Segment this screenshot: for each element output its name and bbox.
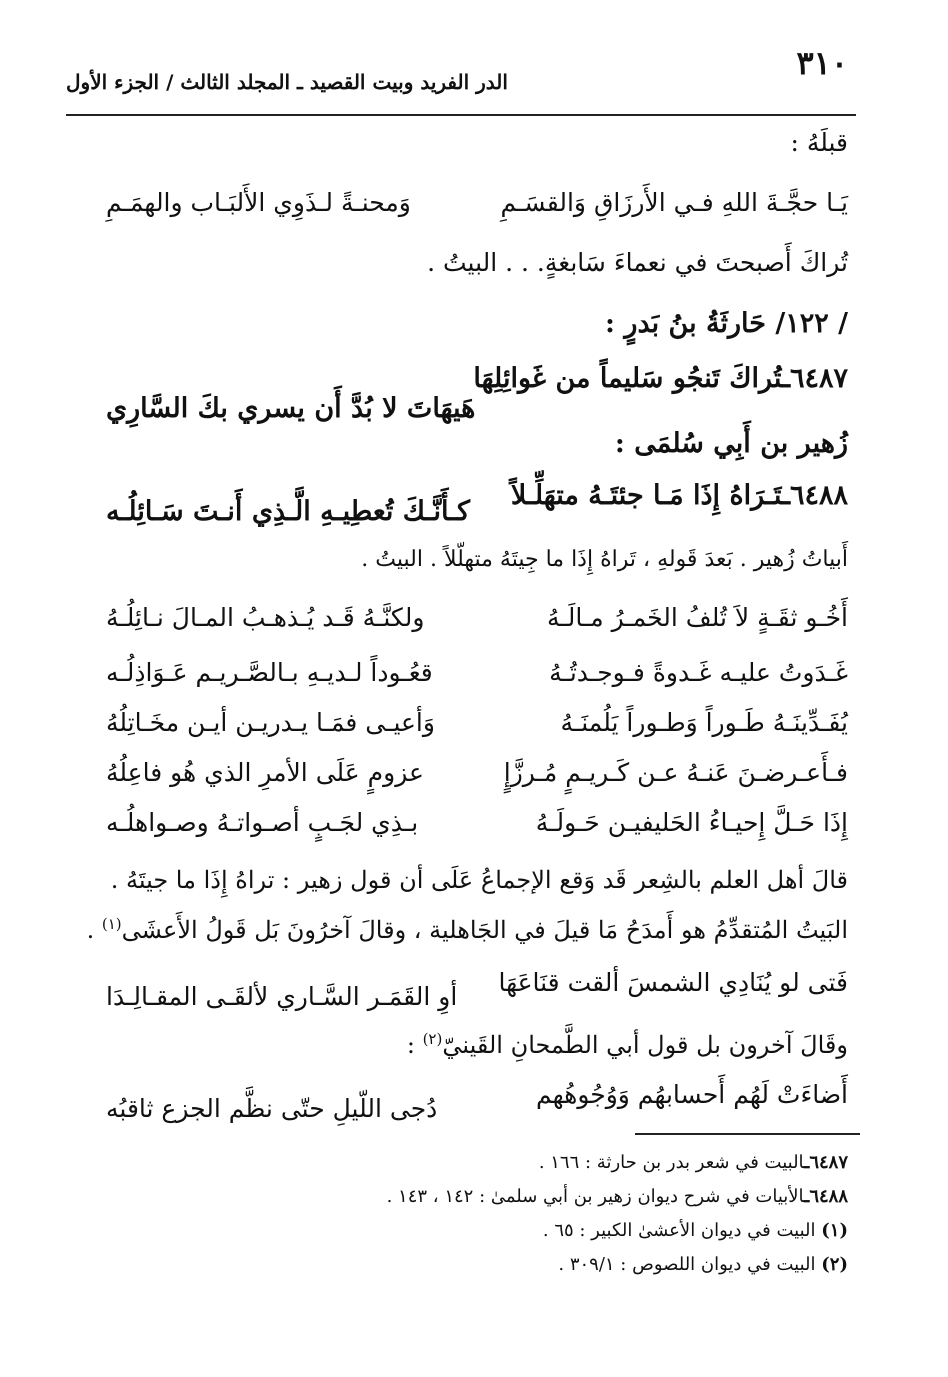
footnotes <box>88 1152 848 1288</box>
verse-first-text: تُراكَ تَنجُو سَليماً من غَوائِلِهَا <box>473 363 783 394</box>
footnote-ref: (١) <box>101 915 122 933</box>
poet-heading: / ١٢٢/ حَارثَةُ بنُ بَدرٍ : <box>605 308 848 339</box>
prose-text: البَيتُ المُتقدِّمُ هو أَمدَحُ مَا قيلَ في الجَاهلية ، وقالَ آخرُونَ بَل قَولُ الأَعشَى <box>121 916 848 944</box>
verse-line <box>106 968 848 1014</box>
prose-text: . <box>86 916 95 944</box>
footnote-divider <box>635 1133 860 1135</box>
verse-first-hemistich <box>473 363 848 394</box>
verse-second-hemistich: كـأَنَّـكَ تُعطِيـهِ الَّـذِي أَنـتَ سَـائِلُـه <box>106 496 470 527</box>
verse-first-hemistich: أَخُـو ثقَـةٍ لاَ تُلفُ الخَمـرُ مـالَـهُ <box>546 603 848 632</box>
verse-second-hemistich: أوِ القَمَـر السَّـاري لألقَـى المقـالِـدَا <box>106 982 458 1011</box>
footnote-number: ٦٤٨٨ـ <box>804 1186 848 1207</box>
prose-line <box>88 902 848 952</box>
footnote-number: (٢) <box>821 1254 848 1275</box>
footnote-text: البيت في شعر بدر بن حارثة : ١٦٦ . <box>538 1152 805 1173</box>
footnote-number: ٦٤٨٧ـ <box>804 1152 848 1173</box>
prose-line <box>407 1030 848 1059</box>
verse-line <box>106 658 848 704</box>
verse-first-hemistich: إِذَا حَـلَّ إِحيـاءُ الحَليفيـن حَـولَـهُ <box>535 808 848 837</box>
verse-second-hemistich: ولكنَّـهُ قَـد يُـذهـبُ المـالَ نـائِلُـهُ <box>106 603 425 632</box>
footnote <box>88 1220 848 1254</box>
verse-second-hemistich: وَمحنـةً لـذَوِي الأَلبَـاب والهمَـمِ <box>106 188 411 217</box>
page-number: ٣١٠ <box>796 44 848 82</box>
header-divider <box>66 114 856 116</box>
verse-6488 <box>106 480 848 526</box>
prose-text: : <box>406 1031 423 1059</box>
verse-first-text: تَـرَاهُ إِذَا مَـا جئتَـهُ متهَلِّـلاً <box>510 480 783 511</box>
verse-second-hemistich: هَيهَاتَ لا بُدَّ أَن يسري بكَ السَّارِي <box>106 393 476 424</box>
footnote-text: البيت في ديوان اللصوص : ٣٠٩/١ . <box>558 1254 816 1275</box>
footnote-text: البيت في ديوان الأعشىٰ الكبير : ٦٥ . <box>542 1220 816 1241</box>
verse-second-hemistich: وَأعيـى فمَـا يـدريـن أيـن مخَـاتِلُهُ <box>106 708 435 737</box>
verse-first-hemistich: يَـا حجَّـةَ اللهِ فـي الأَرزَاقِ وَالقسَـمِ <box>500 188 848 217</box>
verse-line <box>106 808 848 854</box>
verse-line <box>106 603 848 649</box>
verse-line <box>106 758 848 804</box>
verse-number: ٦٤٨٧ـ <box>782 363 848 394</box>
prose-line: قالَ أهل العلم بالشِعر قَد وَقع الإجماعُ عَلَى أن قول زهير : تراهُ إِذَا ما جيتَهُ . <box>110 866 848 894</box>
footnote <box>88 1254 848 1288</box>
verse-second-hemistich: دُجى اللّيلِ حتّى نظَّم الجزع ثاقبُه <box>106 1094 438 1123</box>
verse-line <box>106 188 848 234</box>
verse-number: ٦٤٨٨ـ <box>782 480 848 511</box>
poet-heading: زُهير بن أَبِي سُلمَى : <box>614 428 848 459</box>
prose-paragraph <box>88 858 848 952</box>
footnote-ref: (٢) <box>422 1030 443 1048</box>
before-label: قبلَهُ : <box>790 128 848 157</box>
footnote-text: الأبيات في شرح ديوان زهير بن أبي سلمىٰ : ١٤٢ ، ١٤٣ . <box>386 1186 805 1207</box>
verse-second-hemistich: قعُـوداً لـديـهِ بـالصَّـريـم عَـوَاذِلُـه <box>106 658 433 687</box>
verse-first-hemistich <box>511 480 848 511</box>
verse-first-hemistich: أَضاءَتْ لَهُم أَحسابهُم وَوُجُوهُهم <box>536 1080 848 1109</box>
running-title: الدر الفريد وبيت القصيد ـ المجلد الثالث / الجزء الأول <box>66 70 508 94</box>
footnote <box>88 1186 848 1220</box>
footnote <box>88 1152 848 1186</box>
verse-line <box>106 1080 848 1126</box>
verse-line <box>106 708 848 754</box>
verse-second-hemistich: بـذِي لجَـبٍ أصـواتـهُ وصـواهلُـه <box>106 808 419 837</box>
verse-first-hemistich: فـأَعـرضـنَ عَنـهُ عـن كَـريـمٍ مُـرزَّإٍ <box>503 758 848 787</box>
verse-6487 <box>106 363 848 424</box>
footnote-number: (١) <box>821 1220 848 1241</box>
verse-first-hemistich: فَتى لو يُنَادِي الشمسَ ألقت قنَاعَهَا <box>498 968 848 997</box>
verse-text-line: تُراكَ أَصبحتَ في نعماءَ سَابغةٍ. . . البيتُ . <box>427 248 848 277</box>
verse-first-hemistich: يُفَـدِّينَـهُ طَـوراً وَطـوراً يَلُمنَـهُ <box>560 708 848 737</box>
intro-line: أَبياتُ زُهير . بَعدَ قَولهِ ، تَراهُ إِذَا ما جِيتَهُ متهلّلاً . البيتُ . <box>361 547 848 572</box>
prose-text: وقَالَ آخرون بل قول أبي الطَّمحانِ القَينيّ <box>442 1031 848 1059</box>
verse-second-hemistich: عزومٍ عَلَى الأمرِ الذي هُو فاعِلُهُ <box>106 758 424 787</box>
verse-first-hemistich: غَـدَوتُ عليـه غَـدوةً فـوجـدتُـهُ <box>549 658 848 687</box>
